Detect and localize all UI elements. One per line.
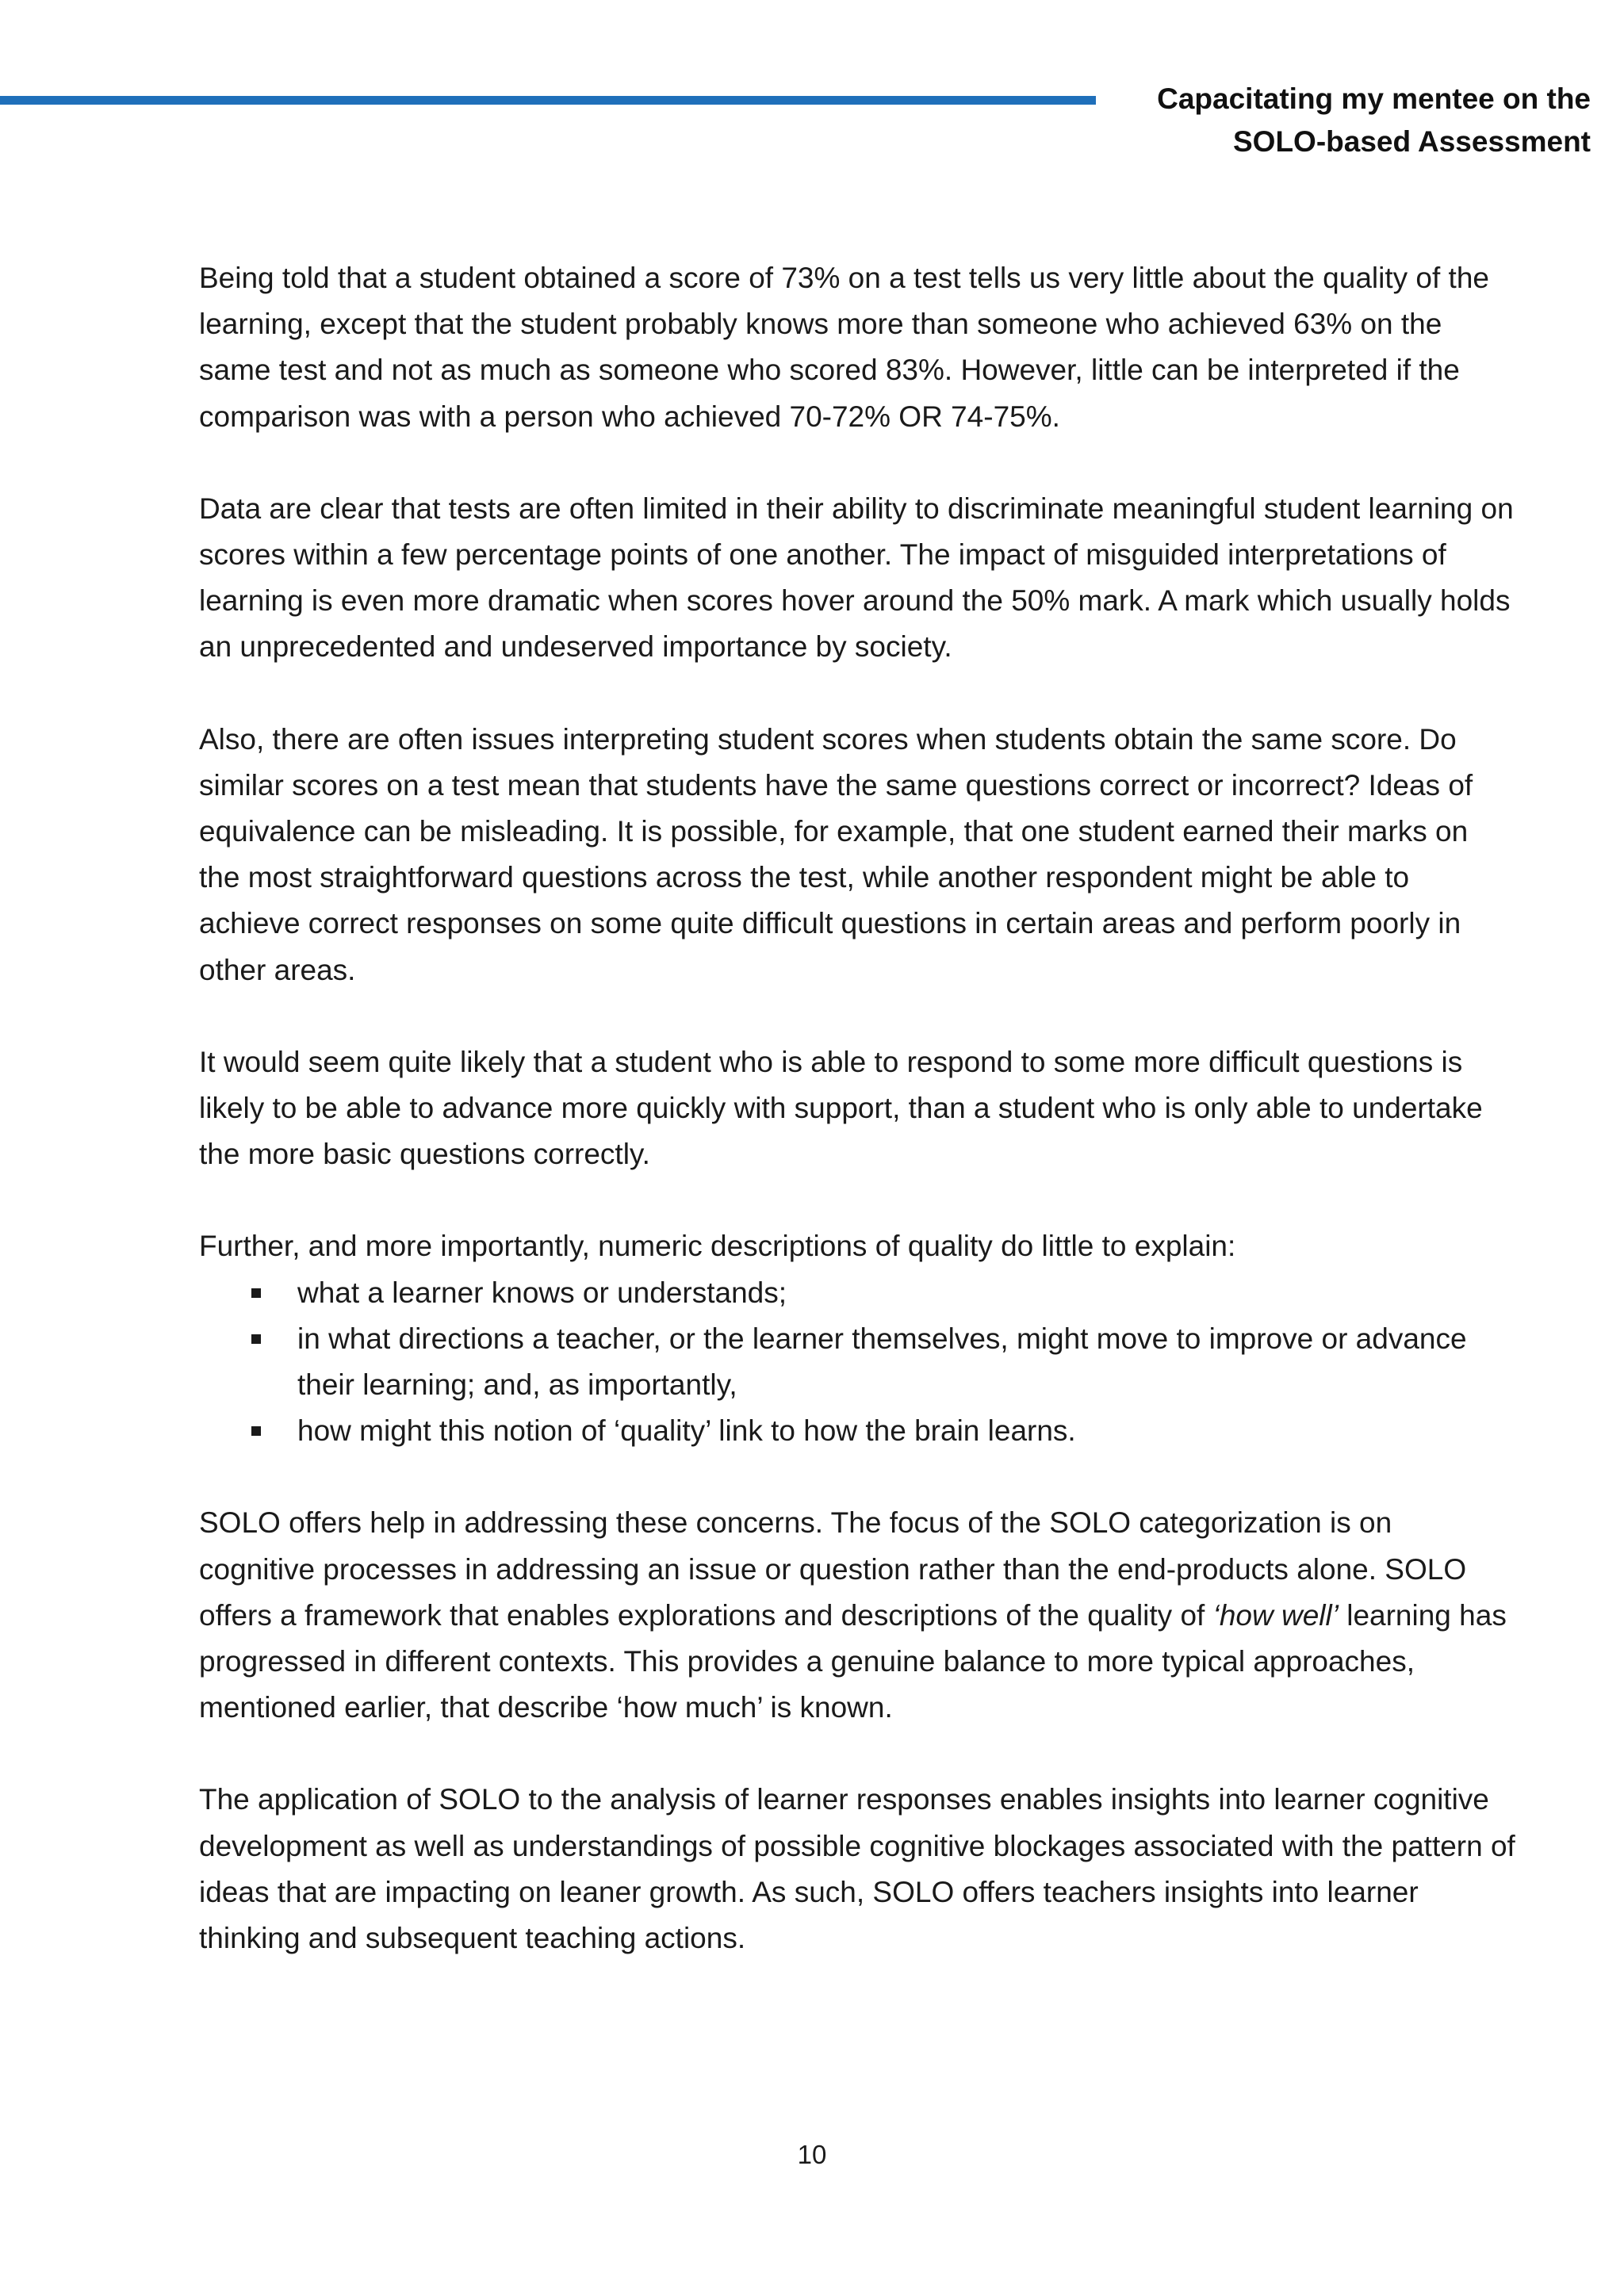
running-header xyxy=(1036,78,1591,163)
list-item-text: in what directions a teacher, or the learner themselves, might move to improve or advance their learning; and, as importantly, xyxy=(297,1322,1467,1402)
list-item xyxy=(199,1316,1515,1408)
square-bullet-icon xyxy=(251,1334,261,1344)
paragraph-4: It would seem quite likely that a student who is able to respond to some more difficult questions is likely to be able to advance more quickly with support, than a student who is only able to undertake the more basic questions correctly. xyxy=(199,1045,1483,1171)
square-bullet-icon xyxy=(251,1288,261,1298)
running-header-line-2: SOLO-based Assessment xyxy=(1232,125,1591,158)
paragraph-3: Also, there are often issues interpreting student scores when students obtain the same score. Do similar scores on a test mean that students have the same questions correct or incorrect? Ideas of equivalence can be misleading. It is possible, for example, that one student earned their marks on the most straightforward questions across the test, while another respondent might be able to achieve correct responses on some quite difficult questions in certain areas and perform poorly in other areas. xyxy=(199,722,1473,986)
list-item-text: what a learner knows or understands; xyxy=(297,1276,787,1309)
page-body xyxy=(199,255,1515,2007)
list-item-text: how might this notion of ‘quality’ link to how the brain learns. xyxy=(297,1414,1076,1448)
bullet-list xyxy=(199,1270,1515,1455)
paragraph-1: Being told that a student obtained a score of 73% on a test tells us very little about the quality of the learning, except that the student probably knows more than someone who achieved 63% on the same test and not as much as someone who scored 83%. However, little can be interpreted if the comparison was with a person who achieved 70-72% OR 74-75%. xyxy=(199,262,1489,433)
paragraph-6-italic: ‘how well’ xyxy=(1212,1598,1339,1632)
paragraph-7: The application of SOLO to the analysis of learner responses enables insights into learner cognitive development as well as understandings of possible cognitive blockages associated with the pattern of ideas that are impacting on leaner growth. As such, SOLO offers teachers insights into learner thinking and subsequent teaching actions. xyxy=(199,1783,1515,1955)
header-rule xyxy=(0,96,1096,105)
paragraph-5-intro: Further, and more importantly, numeric descriptions of quality do little to explain: xyxy=(199,1230,1236,1263)
paragraph-2: Data are clear that tests are often limited in their ability to discriminate meaningful student learning on scores within a few percentage points of one another. The impact of misguided interpretations of learning is even more dramatic when scores hover around the 50% mark. A mark which usually holds an unprecedented and undeserved importance by society. xyxy=(199,492,1514,664)
running-header-line-1: Capacitating my mentee on the xyxy=(1157,82,1591,115)
list-item xyxy=(199,1270,1515,1316)
list-item xyxy=(199,1408,1515,1454)
paragraph-6-part-1: SOLO offers help in addressing these concerns. The focus of the SOLO categorization is on cognitive processes in addressing an issue or question rather than the end-products alone. SOLO offers a framework that enables explorations and descriptions of the quality of xyxy=(199,1506,1467,1632)
page-number: 10 xyxy=(797,2140,827,2169)
paragraph-6-part-2: learning has progressed in different contexts. This provides a genuine balance to more typical approaches, mentioned earlier, that describe ‘how much’ is known. xyxy=(199,1598,1507,1724)
square-bullet-icon xyxy=(251,1426,261,1436)
paragraph-6 xyxy=(199,1500,1515,1731)
